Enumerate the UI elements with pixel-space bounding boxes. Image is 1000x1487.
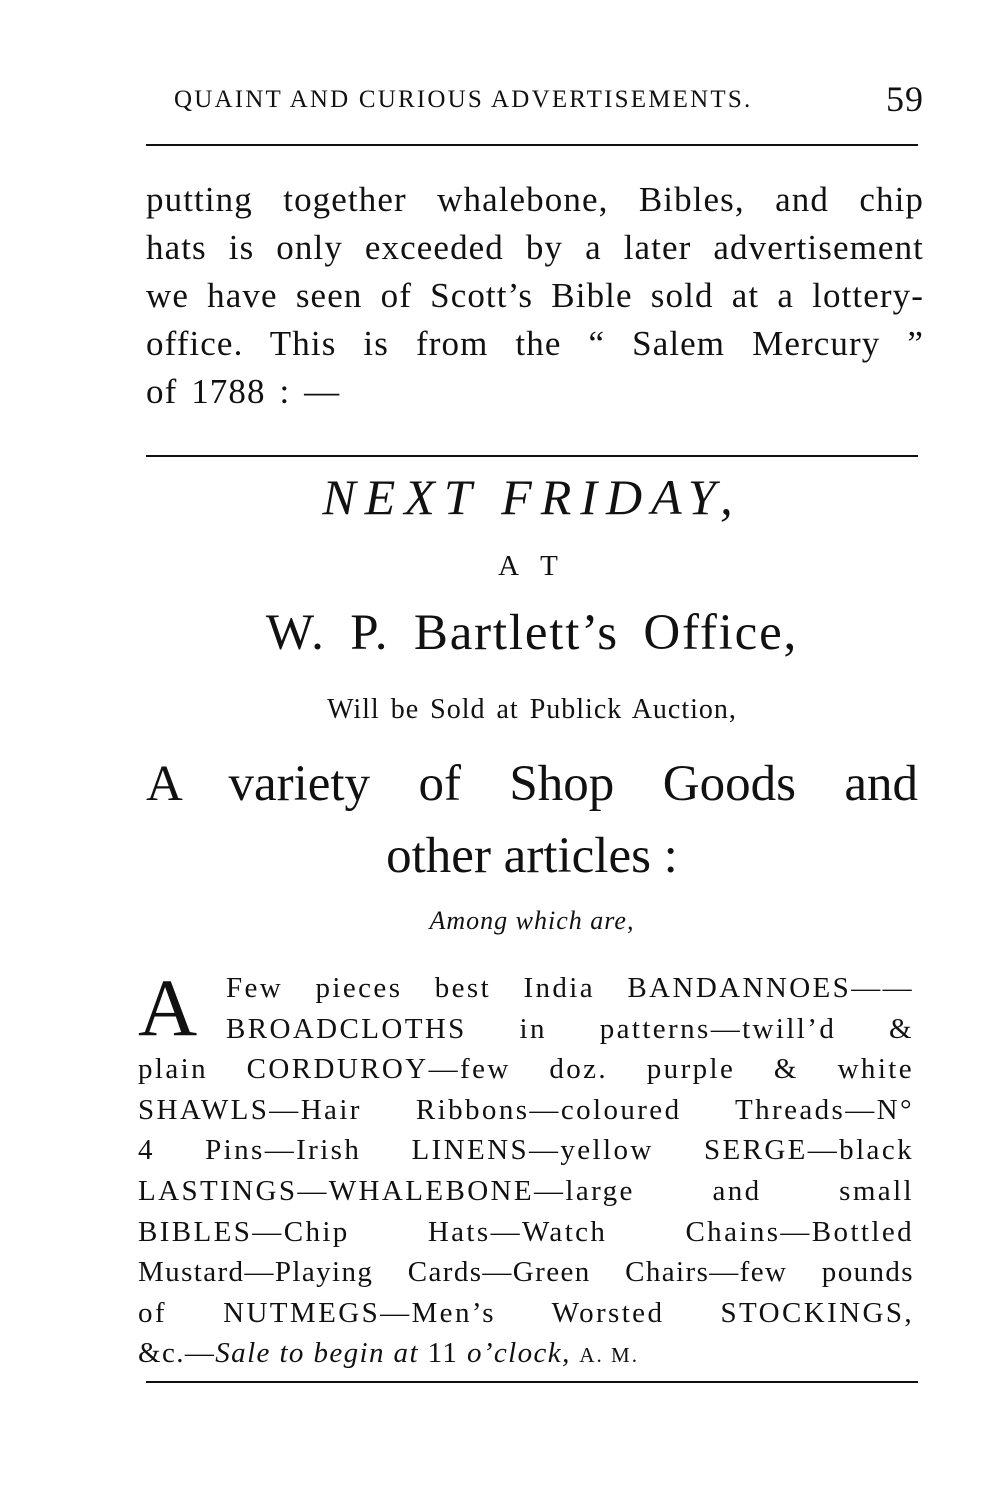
goods-heading-line: other articles :	[386, 828, 678, 884]
item-list-line: LASTINGS—WHALEBONE—large and small	[138, 1174, 914, 1207]
item-list-line: Mustard—Playing Cards—Green Chairs—few pounds	[138, 1256, 914, 1289]
am-text: A. M.	[579, 1343, 639, 1368]
intro-line: office. This is from the “ Salem Mercury ”	[146, 324, 924, 363]
sale-time-text: Sale to begin at	[215, 1337, 419, 1370]
item-list-line: SHAWLS—Hair Ribbons—coloured Threads—N°	[138, 1093, 914, 1126]
item-list-line: Few pieces best India BANDANNOES——	[226, 972, 914, 1004]
item-list-line: of NUTMEGS—Men’s Worsted STOCKINGS,	[138, 1296, 914, 1329]
oclock-text: o’clock,	[466, 1337, 571, 1370]
intro-line: hats is only exceeded by a later advertisement	[146, 228, 924, 267]
item-list-line: BROADCLOTHS in patterns—twill’d &	[226, 1012, 914, 1045]
page-header	[144, 78, 924, 128]
advertisement-goods-heading	[146, 748, 918, 892]
sale-hour: 11	[427, 1337, 459, 1370]
advertisement-top-rule	[146, 455, 918, 457]
item-list-last-line	[138, 1333, 914, 1376]
advertisement-sale-notice: Will be Sold at Publick Auction,	[327, 694, 737, 725]
advertisement-office: W. P. Bartlett’s Office,	[265, 605, 799, 661]
advertisement-bottom-rule	[146, 1381, 918, 1383]
intro-line: putting together whalebone, Bibles, and chip	[146, 180, 924, 219]
intro-paragraph	[146, 176, 924, 416]
page-number: 59	[886, 79, 924, 119]
advertisement-item-list	[138, 962, 914, 1376]
item-list-line: plain CORDUROY—few doz. purple & white	[138, 1053, 914, 1086]
advertisement-at: A T	[498, 550, 566, 582]
item-list-line: 4 Pins—Irish LINENS—yellow SERGE—black	[138, 1134, 914, 1167]
intro-line: of 1788 : —	[146, 372, 341, 411]
etc-text: &c.—	[138, 1337, 216, 1370]
running-head: QUAINT AND CURIOUS ADVERTISEMENTS.	[174, 86, 753, 113]
item-list-line: BIBLES—Chip Hats—Watch Chains—Bottled	[138, 1215, 914, 1248]
advertisement-among: Among which are,	[429, 906, 635, 935]
header-rule	[146, 144, 918, 146]
intro-line: we have seen of Scott’s Bible sold at a lottery-	[146, 276, 924, 315]
goods-heading-line: A variety of Shop Goods and	[146, 756, 918, 812]
drop-cap: A	[138, 962, 198, 1053]
advertisement-title: NEXT FRIDAY,	[322, 469, 742, 525]
